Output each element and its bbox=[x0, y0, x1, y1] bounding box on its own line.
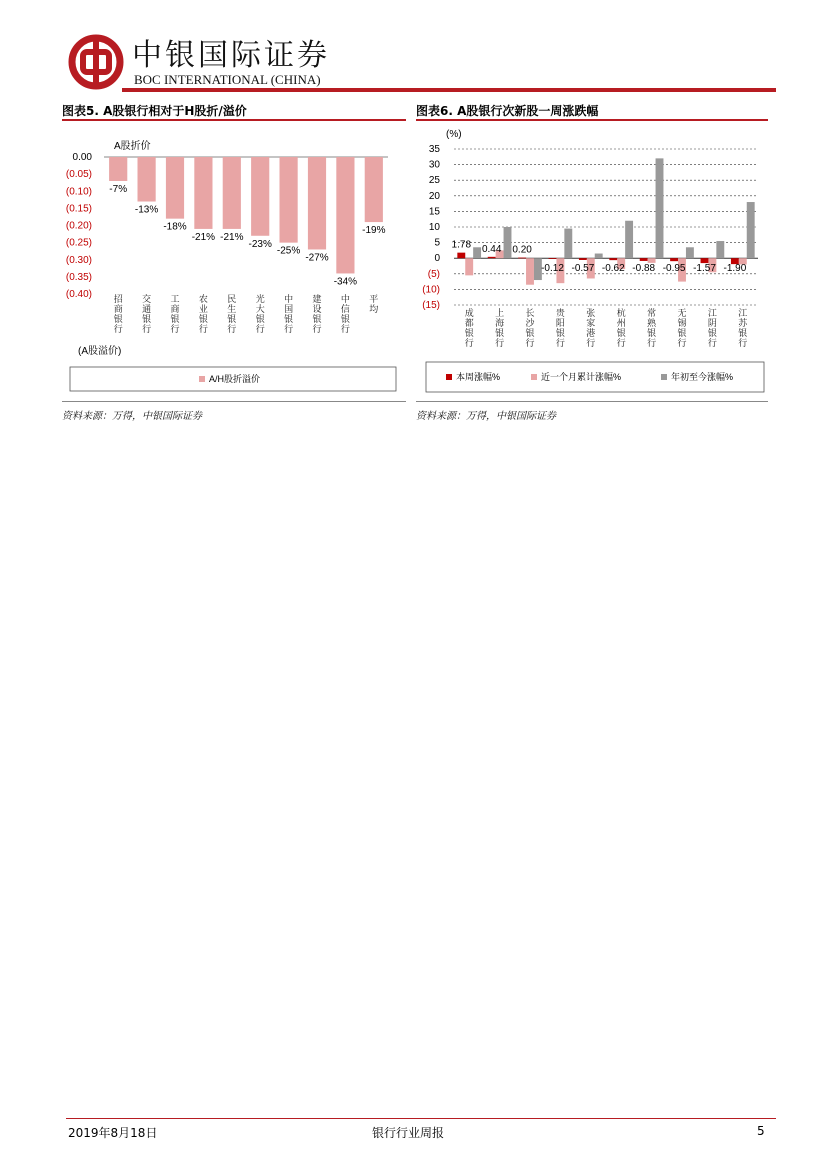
footer-page-number: 5 bbox=[757, 1124, 765, 1138]
figure5-xlabel: (A股溢价) bbox=[78, 346, 122, 357]
figure5-data-label: -21% bbox=[191, 231, 216, 243]
figure5-data-label: -34% bbox=[333, 276, 358, 288]
figure5-category-label: 民生银行 bbox=[227, 294, 237, 334]
figure6-ytick-label: (15) bbox=[422, 300, 440, 311]
figure5-legend-swatch bbox=[199, 376, 205, 382]
figure6-bar-series-2 bbox=[526, 258, 534, 285]
figure6-data-label: -0.12 bbox=[541, 263, 564, 275]
figure5-category-label: 农业银行 bbox=[198, 294, 208, 334]
figure6-bar-series-1 bbox=[640, 258, 648, 261]
figure5-bar bbox=[166, 157, 184, 219]
figure6-legend-label: 本周涨幅% bbox=[456, 372, 501, 382]
figure6-legend-swatch bbox=[446, 374, 452, 380]
figure6-data-label: -1.57 bbox=[693, 263, 716, 275]
figure5-bottom-rule bbox=[62, 401, 406, 402]
figure5-data-label: -21% bbox=[220, 231, 244, 243]
figure5-data-label: -13% bbox=[134, 204, 159, 216]
figure5-bar bbox=[280, 157, 298, 243]
footer-report-title: 银行行业周报 bbox=[372, 1126, 445, 1140]
boc-logo-icon bbox=[68, 34, 124, 90]
figure5-category-label: 中国银行 bbox=[284, 294, 294, 334]
figure5-ytick-label: (0.10) bbox=[65, 186, 92, 198]
figure5-data-label: -19% bbox=[362, 225, 386, 237]
figure6-bar-series-3 bbox=[716, 241, 724, 258]
figure5-category-label: 交通银行 bbox=[142, 294, 152, 334]
figure6-bar-series-1 bbox=[457, 253, 465, 259]
figure6-title-rule bbox=[416, 119, 768, 121]
figure5-ytick-label: (0.40) bbox=[65, 289, 92, 300]
figure6-bar-series-1 bbox=[549, 258, 557, 259]
figure6-data-label: 0.44 bbox=[481, 243, 502, 255]
figure5-bar bbox=[251, 157, 269, 236]
figure5-bar bbox=[336, 157, 354, 273]
brand-name-cn: 中银国际证券 bbox=[132, 38, 330, 73]
figure6-category-label: 常熟银行 bbox=[647, 308, 657, 348]
figure5-ytick-label: (0.20) bbox=[65, 220, 92, 232]
header-rule bbox=[122, 88, 776, 92]
figure6-bar-series-3 bbox=[473, 247, 481, 258]
figure6-data-label: -0.95 bbox=[662, 263, 686, 275]
figure6-bar-series-3 bbox=[686, 247, 694, 258]
figure6-source: 资料来源：万得，中银国际证券 bbox=[416, 411, 556, 422]
figure5-ylabel: A股折价 bbox=[114, 141, 151, 152]
figure6-ytick-label: 10 bbox=[428, 222, 440, 233]
figure6-category-label: 江苏银行 bbox=[738, 308, 748, 348]
figure5-ytick-label: (0.30) bbox=[65, 254, 92, 266]
figure6-bar-series-2 bbox=[465, 258, 473, 275]
figure6-category-label: 无锡银行 bbox=[677, 308, 687, 348]
figure6-bar-series-3 bbox=[504, 227, 512, 258]
figure5-title: 图表5. A股银行相对于H股折/溢价 bbox=[62, 104, 247, 118]
figure6-legend-label: 年初至今涨幅% bbox=[671, 372, 734, 382]
figure6-category-label: 长沙银行 bbox=[525, 308, 535, 348]
figure5-ytick-label: (0.35) bbox=[65, 271, 92, 283]
figure6-ytick-label: 25 bbox=[428, 175, 440, 187]
figure6-bar-series-1 bbox=[670, 258, 678, 261]
figure6-bar-series-1 bbox=[609, 258, 617, 260]
figure6-bottom-rule bbox=[416, 401, 768, 402]
footer-date: 2019年8月18日 bbox=[68, 1126, 158, 1140]
figure6-legend-swatch bbox=[661, 374, 667, 380]
figure6-bar-series-3 bbox=[656, 158, 664, 258]
figure5-data-label: -23% bbox=[248, 238, 272, 250]
figure6-legend-label: 近一个月累计涨幅% bbox=[541, 372, 622, 382]
figure5-bar bbox=[109, 157, 127, 181]
figure6-category-label: 成都银行 bbox=[464, 308, 474, 348]
figure6-ytick-label: (5) bbox=[427, 268, 440, 280]
figure5-ytick-label: (0.15) bbox=[65, 203, 92, 215]
figure5-chart bbox=[62, 122, 406, 400]
figure5-data-label: -7% bbox=[109, 183, 128, 195]
figure6-ytick-label: 15 bbox=[428, 206, 440, 218]
figure6-ytick-label: 30 bbox=[428, 159, 440, 171]
figure5-source: 资料来源：万得，中银国际证券 bbox=[62, 411, 202, 422]
figure6-data-label: -0.88 bbox=[632, 263, 656, 275]
figure5-bar bbox=[194, 157, 212, 229]
figure5-category-label: 光大银行 bbox=[255, 294, 265, 334]
figure6-bar-series-1 bbox=[518, 258, 526, 259]
figure6-ylabel: (%) bbox=[446, 129, 462, 140]
figure5-ytick-label: (0.05) bbox=[65, 169, 92, 181]
figure6-data-label: -0.57 bbox=[571, 263, 595, 275]
figure6-ytick-label: (10) bbox=[422, 284, 440, 296]
figure5-bar bbox=[138, 157, 156, 202]
figure6-data-label: -0.62 bbox=[601, 263, 625, 275]
figure6-bar-series-3 bbox=[595, 254, 603, 259]
figure6-bar-series-2 bbox=[648, 258, 656, 263]
figure5-title-rule bbox=[62, 119, 406, 121]
figure6-bar-series-3 bbox=[747, 202, 755, 258]
footer-rule bbox=[66, 1118, 776, 1119]
figure6-ytick-label: 20 bbox=[428, 190, 440, 202]
figure6-category-label: 杭州银行 bbox=[616, 308, 626, 348]
figure5-ytick-label: (0.25) bbox=[65, 237, 92, 249]
figure6-data-label: 0.20 bbox=[512, 244, 532, 256]
figure6-bar-series-1 bbox=[579, 258, 587, 260]
figure5-bar bbox=[223, 157, 241, 229]
figure6-category-label: 贵阳银行 bbox=[555, 308, 565, 348]
figure5-ytick-label: 0.00 bbox=[72, 152, 92, 163]
figure6-category-label: 江阴银行 bbox=[707, 308, 717, 348]
figure5-legend-label: A/H股折溢价 bbox=[209, 374, 261, 384]
figure6-ytick-label: 35 bbox=[428, 144, 440, 155]
figure6-data-label: 1.78 bbox=[451, 239, 472, 251]
figure6-category-label: 张家港行 bbox=[586, 308, 596, 348]
figure5-category-label: 招商银行 bbox=[113, 294, 123, 334]
figure6-bar-series-3 bbox=[564, 229, 572, 259]
figure6-chart bbox=[416, 122, 768, 400]
figure5-category-label: 平均 bbox=[369, 294, 379, 314]
figure6-bar-series-3 bbox=[625, 221, 633, 258]
figure5-bar bbox=[308, 157, 326, 249]
figure6-bar-series-1 bbox=[488, 257, 496, 258]
figure6-legend-swatch bbox=[531, 374, 537, 380]
figure5-category-label: 工商银行 bbox=[170, 294, 180, 334]
figure5-data-label: -25% bbox=[276, 245, 301, 257]
figure5-bar bbox=[365, 157, 383, 222]
figure5-data-label: -18% bbox=[163, 221, 187, 233]
figure6-data-label: -1.90 bbox=[723, 263, 747, 275]
figure5-category-label: 建设银行 bbox=[312, 294, 322, 334]
figure6-title: 图表6. A股银行次新股一周涨跌幅 bbox=[416, 104, 599, 118]
figure6-ytick-label: 5 bbox=[434, 237, 440, 249]
brand-name-en: BOC INTERNATIONAL (CHINA) bbox=[134, 72, 321, 87]
figure5-data-label: -27% bbox=[305, 252, 329, 264]
figure6-ytick-label: 0 bbox=[434, 253, 440, 265]
figure5-category-label: 中信银行 bbox=[340, 294, 350, 334]
figure6-category-label: 上海银行 bbox=[495, 308, 505, 348]
